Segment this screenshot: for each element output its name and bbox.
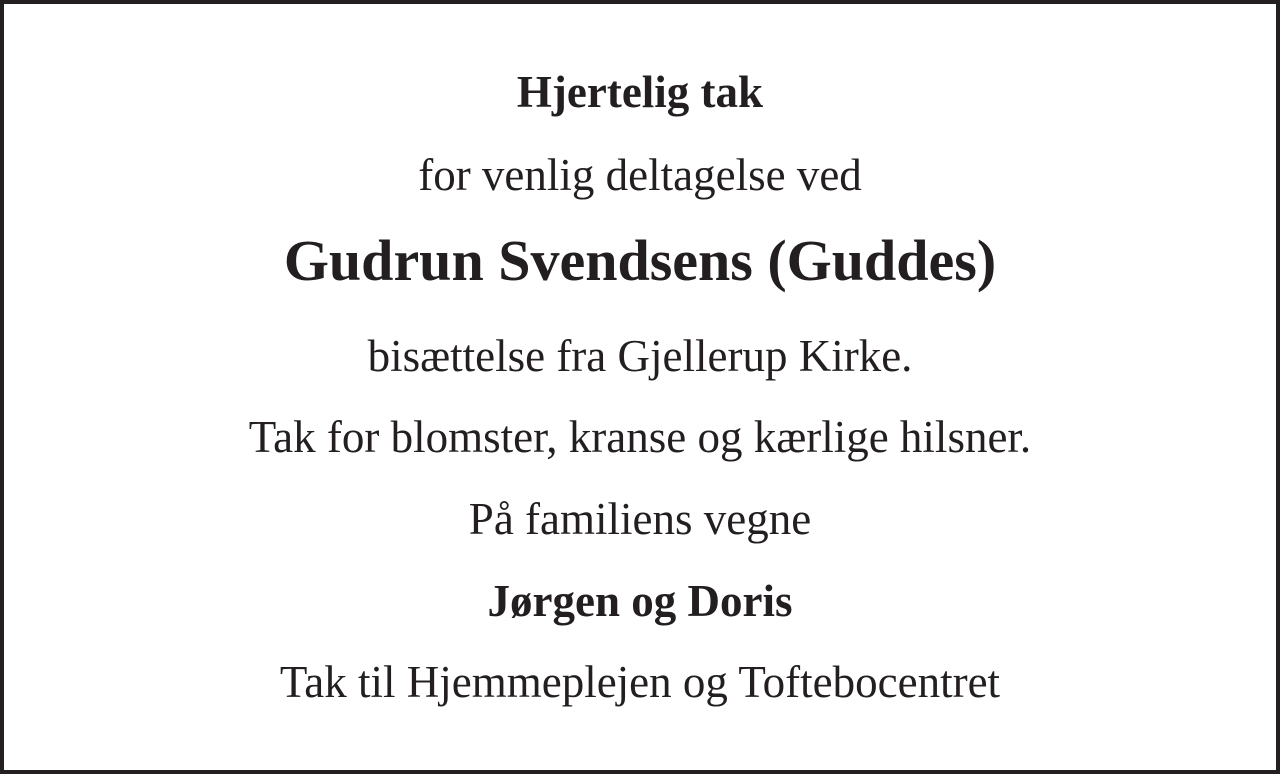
deceased-name: Gudrun Svendsens (Guddes) [283, 228, 997, 293]
flowers-thanks-line: Tak for blomster, kranse og kærlige hilsner. [248, 412, 1032, 462]
family-line: På familiens vegne [468, 494, 812, 544]
notice-heading: Hjertelig tak [516, 67, 764, 117]
signatories: Jørgen og Doris [487, 576, 793, 626]
participation-line: for venlig deltagelse ved [418, 150, 862, 200]
funeral-line: bisættelse fra Gjellerup Kirke. [367, 331, 913, 381]
care-thanks-line: Tak til Hjemmeplejen og Toftebocentret [279, 657, 1001, 707]
